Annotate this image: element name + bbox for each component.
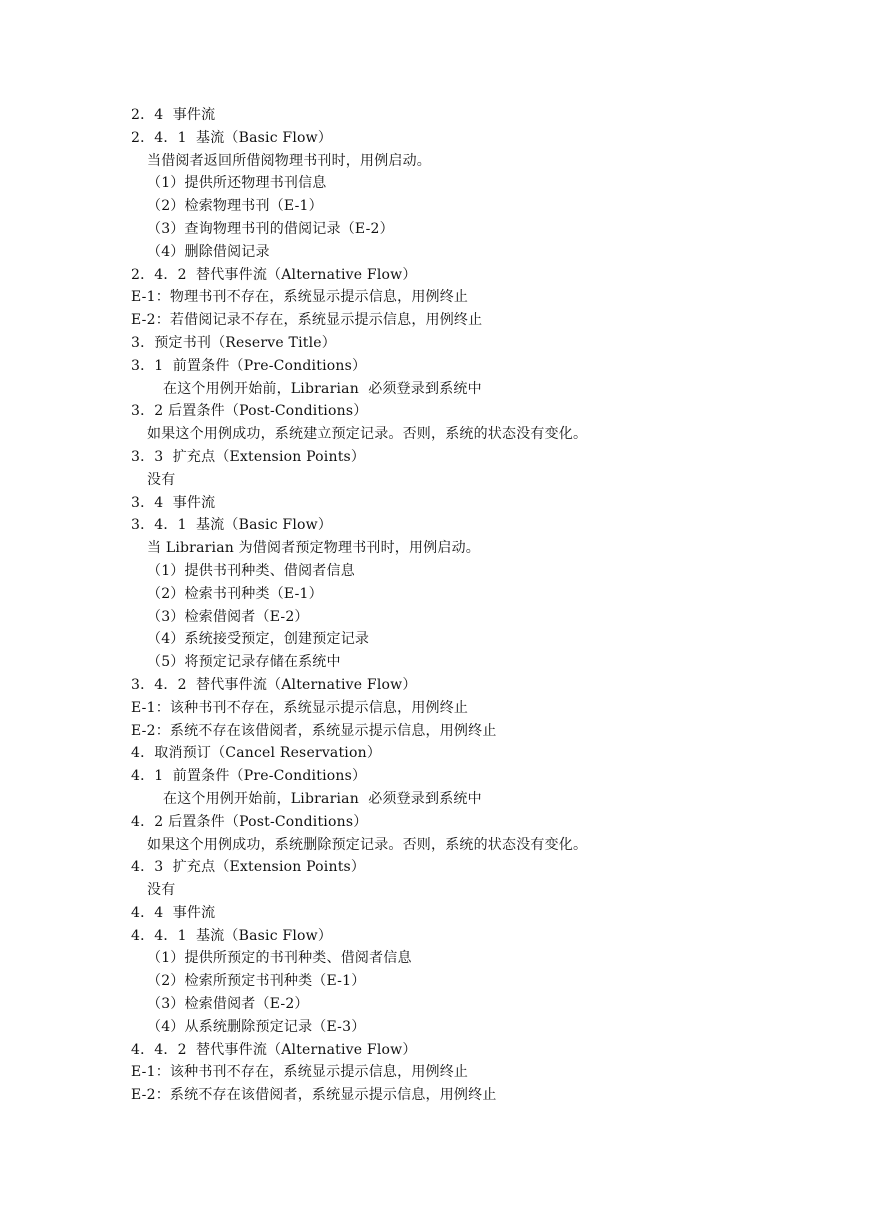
document-line: （2）检索所预定书刊种类（E-1） xyxy=(147,973,366,990)
document-line: 2．4．1 基流（Basic Flow） xyxy=(131,129,333,146)
document-line: 4．4 事件流 xyxy=(131,904,216,921)
document-body xyxy=(131,104,831,1107)
document-line: E-2：系统不存在该借阅者，系统显示提示信息，用例终止 xyxy=(131,722,497,739)
document-line: 当借阅者返回所借阅物理书刊时，用例启动。 xyxy=(147,152,431,169)
document-line: 没有 xyxy=(147,471,176,488)
document-line: （4）系统接受预定，创建预定记录 xyxy=(147,631,370,648)
document-line: 4．1 前置条件（Pre-Conditions） xyxy=(131,768,367,785)
document-line: 2．4 事件流 xyxy=(131,107,216,123)
document-line: E-1：该种书刊不存在，系统显示提示信息，用例终止 xyxy=(131,1064,469,1081)
document-line: 当 Librarian 为借阅者预定物理书刊时，用例启动。 xyxy=(147,540,481,557)
document-line: 4．4．1 基流（Basic Flow） xyxy=(131,927,333,944)
document-line: 3．1 前置条件（Pre-Conditions） xyxy=(131,357,367,374)
document-line: 4．2 后置条件（Post-Conditions） xyxy=(131,813,368,830)
document-line: 没有 xyxy=(147,882,176,899)
document-line: 在这个用例开始前，Librarian 必须登录到系统中 xyxy=(163,790,482,807)
document-line: 4．4．2 替代事件流（Alternative Flow） xyxy=(131,1041,417,1058)
document-line: 4．取消预订（Cancel Reservation） xyxy=(131,745,382,762)
document-line: （1）提供书刊种类、借阅者信息 xyxy=(147,562,355,579)
document-line: 3．4 事件流 xyxy=(131,494,216,511)
document-line: 2．4．2 替代事件流（Alternative Flow） xyxy=(131,266,417,283)
document-line: （2）检索物理书刊（E-1） xyxy=(147,198,323,215)
document-line: （1）提供所预定的书刊种类、借阅者信息 xyxy=(147,950,412,967)
document-line: （3）检索借阅者（E-2） xyxy=(147,996,309,1013)
document-line: 3．4．1 基流（Basic Flow） xyxy=(131,517,333,534)
document-line: 3．3 扩充点（Extension Points） xyxy=(131,448,366,465)
document-line: （5）将预定记录存储在系统中 xyxy=(147,654,341,671)
document-line: 3．2 后置条件（Post-Conditions） xyxy=(131,403,368,420)
document-line: 在这个用例开始前，Librarian 必须登录到系统中 xyxy=(163,380,482,397)
document-line: E-1：该种书刊不存在，系统显示提示信息，用例终止 xyxy=(131,699,469,716)
document-line: 3．预定书刊（Reserve Title） xyxy=(131,334,336,351)
document-line: （3）查询物理书刊的借阅记录（E-2） xyxy=(147,220,394,237)
document-line: E-2：系统不存在该借阅者，系统显示提示信息，用例终止 xyxy=(131,1087,497,1104)
document-line: 3．4．2 替代事件流（Alternative Flow） xyxy=(131,676,417,693)
document-line: （1）提供所还物理书刊信息 xyxy=(147,175,327,192)
document-line: 如果这个用例成功，系统删除预定记录。否则，系统的状态没有变化。 xyxy=(147,836,588,853)
document-line: （4）从系统删除预定记录（E-3） xyxy=(147,1018,366,1035)
document-line: （3）检索借阅者（E-2） xyxy=(147,608,309,625)
document-line: 4．3 扩充点（Extension Points） xyxy=(131,859,366,876)
document-line: （4）删除借阅记录 xyxy=(147,243,270,260)
document-line: 如果这个用例成功，系统建立预定记录。否则，系统的状态没有变化。 xyxy=(147,426,588,443)
document-line: （2）检索书刊种类（E-1） xyxy=(147,585,323,602)
document-line: E-1：物理书刊不存在，系统显示提示信息，用例终止 xyxy=(131,289,469,306)
document-line: E-2：若借阅记录不存在，系统显示提示信息，用例终止 xyxy=(131,312,483,329)
